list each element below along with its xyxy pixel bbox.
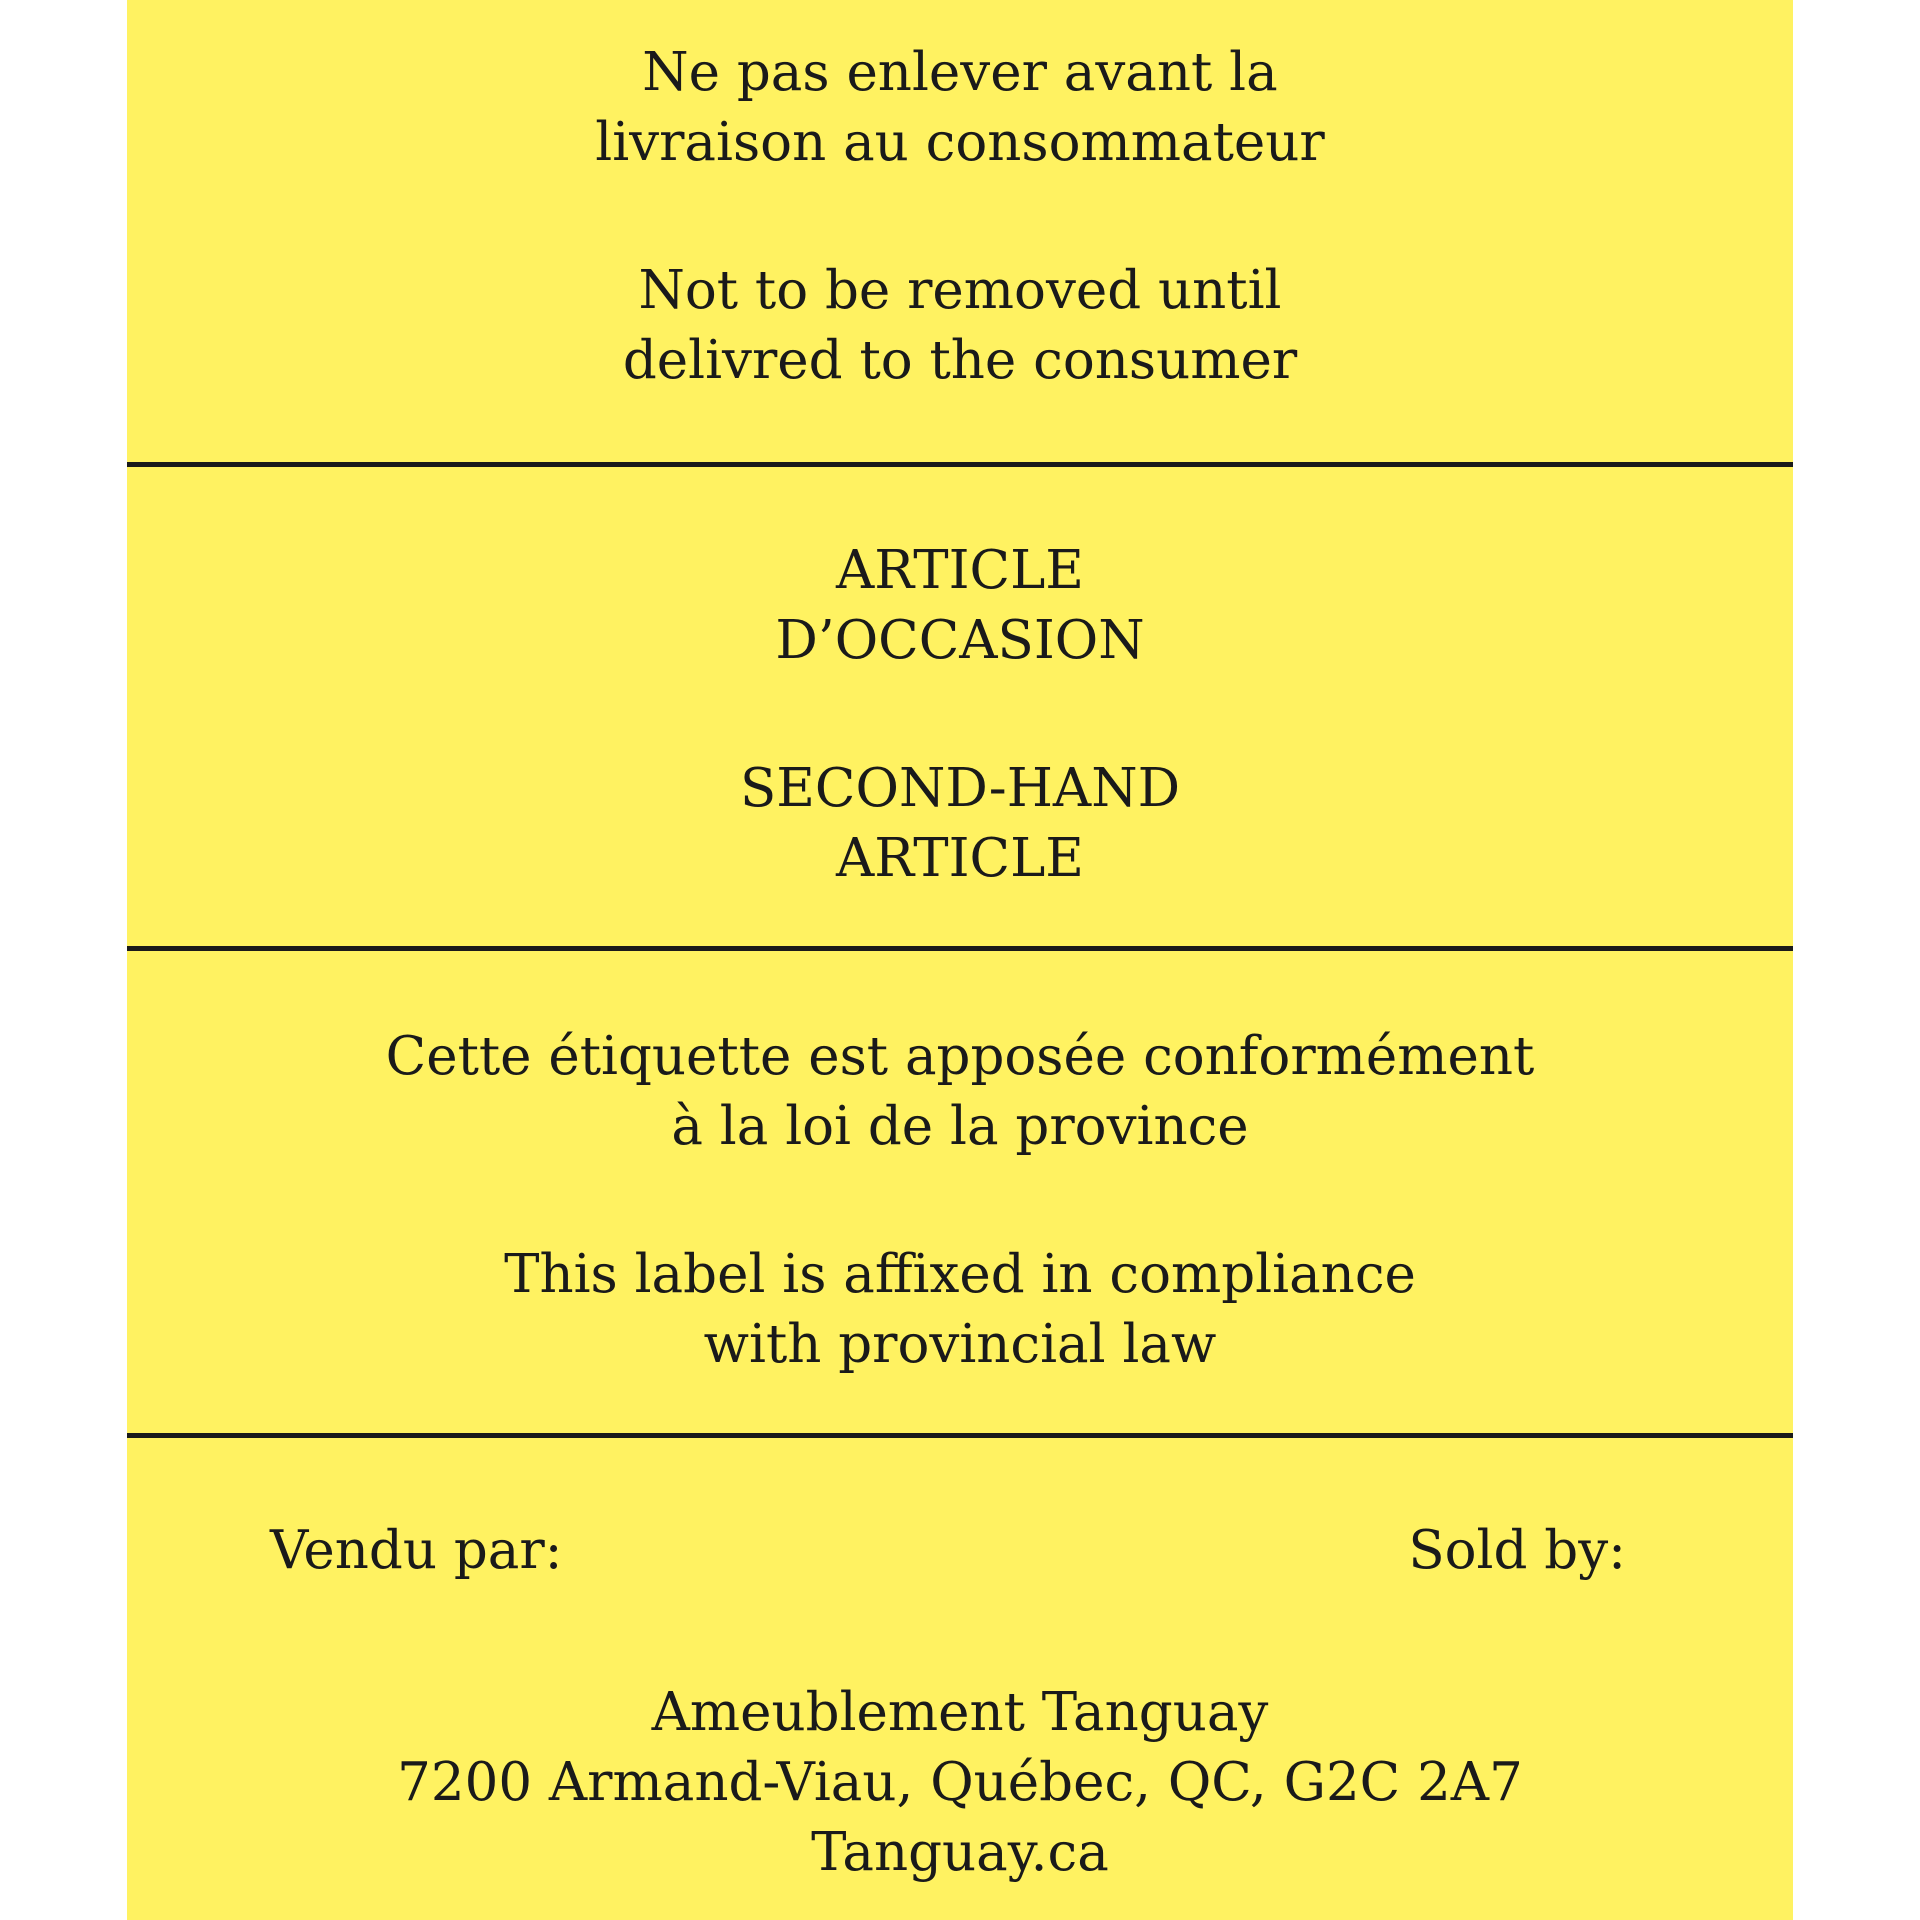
compliance-en-line1: This label is affixed in compliance: [504, 1244, 1416, 1305]
sold-by-en: Sold by:: [1408, 1520, 1626, 1581]
article-en-line2: ARTICLE: [836, 828, 1084, 889]
compliance-fr-line2: à la loi de la province: [671, 1096, 1249, 1157]
compliance-statement: [127, 1022, 1793, 1380]
second-hand-label: [127, 0, 1793, 1920]
article-fr-line1: ARTICLE: [836, 540, 1084, 601]
notice-fr-line1: Ne pas enlever avant la: [642, 42, 1278, 103]
article-type: [127, 536, 1793, 894]
sold-by-fr: Vendu par:: [270, 1520, 563, 1581]
seller-website: Tanguay.ca: [811, 1822, 1109, 1883]
compliance-fr-line1: Cette étiquette est apposée conformément: [385, 1026, 1535, 1087]
divider: [127, 462, 1793, 467]
notice-en-line1: Not to be removed until: [638, 260, 1282, 321]
article-en-line1: SECOND-HAND: [739, 758, 1181, 819]
removal-notice: [127, 38, 1793, 396]
notice-en-line2: delivred to the consumer: [622, 330, 1298, 391]
sold-by-row: [127, 1516, 1793, 1586]
compliance-en-line2: with provincial law: [703, 1314, 1217, 1375]
seller-name: Ameublement Tanguay: [651, 1682, 1269, 1743]
notice-fr-line2: livraison au consommateur: [595, 112, 1325, 173]
seller-address: 7200 Armand-Viau, Québec, QC, G2C 2A7: [397, 1752, 1523, 1813]
divider: [127, 1433, 1793, 1438]
divider: [127, 946, 1793, 951]
seller-info: [127, 1678, 1793, 1888]
article-fr-line2: D’OCCASION: [775, 610, 1145, 671]
